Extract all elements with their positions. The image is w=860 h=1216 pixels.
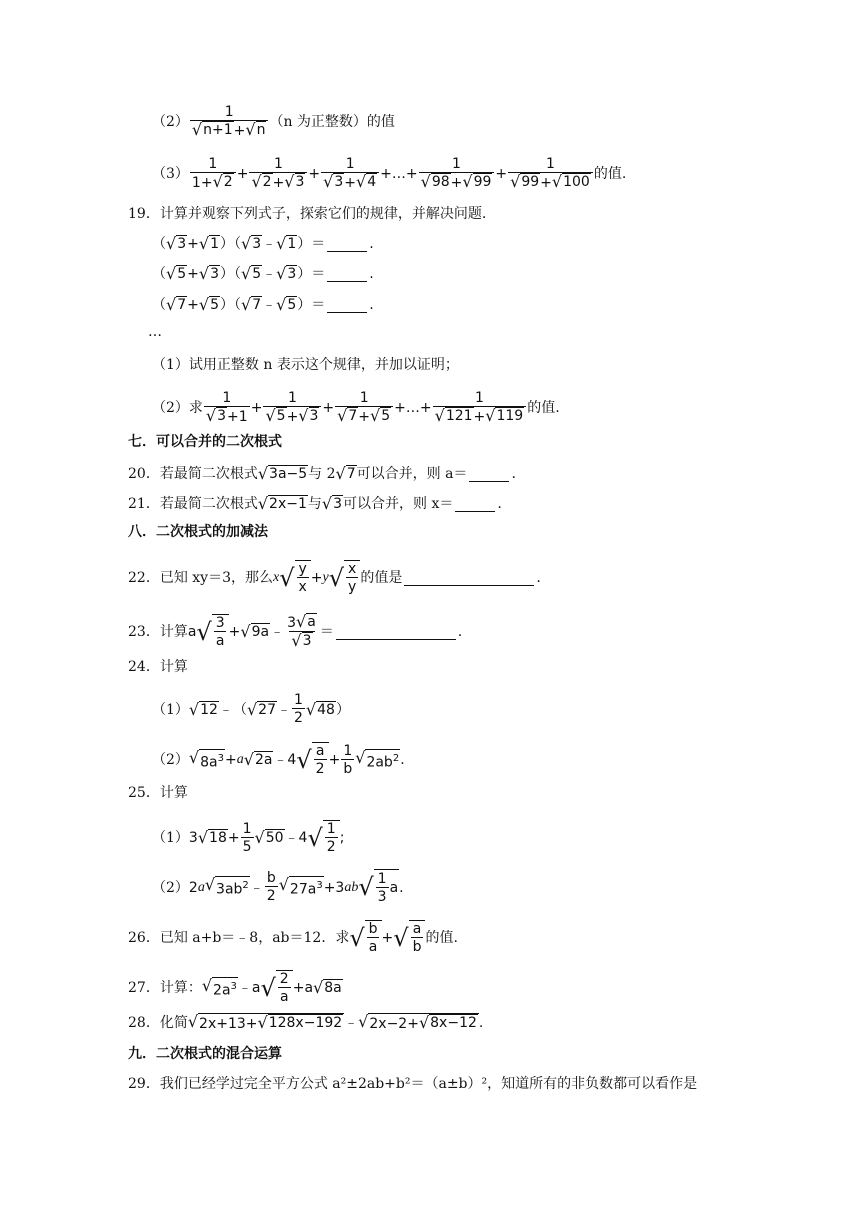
paren: ）（	[219, 266, 241, 282]
radical: √ 3	[321, 494, 342, 513]
answer-blank[interactable]	[404, 571, 534, 586]
q24-part2	[152, 742, 405, 778]
answer-blank[interactable]	[469, 467, 509, 482]
radicand: 3	[287, 266, 297, 282]
question-text: 23．计算	[128, 624, 188, 640]
denominator	[508, 172, 593, 192]
paren: （	[152, 236, 166, 252]
answer-blank[interactable]	[455, 497, 495, 512]
radicand: 1	[210, 236, 219, 252]
q25-part2	[152, 869, 404, 906]
radical-sign: √	[298, 406, 309, 425]
radical-sign: √	[205, 406, 217, 425]
period: .	[369, 236, 374, 252]
radicand: 3	[295, 174, 305, 190]
radical-sign: √	[276, 264, 287, 283]
plus-sign: +	[236, 166, 249, 182]
radicand: 5	[210, 297, 219, 313]
radical	[276, 235, 297, 253]
q19-part2	[152, 390, 560, 426]
radicand: 7	[348, 408, 358, 424]
radical-sign: √	[251, 172, 262, 191]
radical-sign: √	[240, 234, 252, 253]
q18-part2	[152, 104, 395, 140]
radical: √ $\frac{3}{a}$	[196, 614, 228, 650]
math-expression: 3 √ 18 + $\frac{1}{5}$ √ 50 ﹣4 √ $\frac{1}{2}$ ;	[188, 820, 345, 855]
period: .	[457, 624, 463, 640]
paren: （	[152, 297, 166, 313]
question-text: 与 2	[308, 466, 336, 482]
fraction	[433, 390, 527, 426]
numerator: 1	[474, 390, 484, 406]
period: .	[511, 466, 516, 482]
plus-sign: +	[540, 175, 552, 191]
radical	[166, 265, 187, 283]
radicand: 2	[223, 174, 233, 190]
plus-sign: +	[250, 400, 263, 416]
radicand: 2x+13+	[199, 1016, 258, 1032]
radical	[241, 235, 262, 253]
fraction	[190, 104, 269, 140]
radical: √ 9a	[240, 622, 270, 641]
radicand: n+1	[203, 122, 233, 138]
radical	[199, 265, 220, 283]
answer-blank[interactable]	[327, 298, 367, 313]
plus-sign: +	[344, 175, 357, 191]
radical	[337, 407, 358, 425]
radicand: 3	[334, 174, 344, 190]
ellipsis-plus: +…+	[394, 400, 432, 416]
math-expression: +	[228, 624, 241, 640]
radical-sign: √	[551, 172, 563, 191]
radical: √ $\frac{y}{x}$	[279, 560, 311, 596]
radicand: 121	[445, 408, 473, 424]
radical-sign: √	[284, 172, 295, 191]
radical-sign: √	[198, 295, 210, 314]
math-expression: +	[310, 570, 323, 586]
radicand: 5	[381, 408, 391, 424]
radical	[199, 235, 220, 253]
radicand: 5	[177, 266, 187, 282]
radical-sign: √	[265, 406, 276, 425]
radical-sign: √	[198, 264, 210, 283]
radical-sign: √	[240, 295, 252, 314]
period: .	[497, 496, 502, 512]
radicand: 2x−2+	[369, 1016, 419, 1032]
radicand: 8x−12	[430, 1015, 477, 1031]
numerator: 1	[359, 390, 369, 406]
paren: ）	[297, 236, 312, 252]
minus-sign: ﹣	[262, 266, 277, 282]
radical-sign: √	[485, 406, 496, 425]
section-heading: 九．二次根式的混合运算	[128, 1046, 282, 1062]
q25-part1	[152, 820, 344, 856]
radicand: 3	[217, 408, 227, 424]
radicand: 3a−5	[269, 466, 308, 482]
answer-blank[interactable]	[327, 237, 367, 252]
radicand: 7	[346, 466, 356, 482]
equals-sign: ＝	[311, 266, 326, 282]
q23	[128, 613, 462, 651]
paren: ）	[297, 266, 312, 282]
radical: √ 7	[335, 464, 356, 483]
math-expression: 2 a √ $3ab^2$ ﹣ $\frac{b}{2}$ √ $27a^3$ +3 ab √ $\frac{1}{3}$ a .	[188, 870, 404, 905]
q20	[128, 464, 516, 484]
part-label: （3）	[152, 166, 189, 182]
denominator	[263, 406, 321, 426]
radical-sign: √	[276, 295, 287, 314]
numerator: 1	[287, 390, 297, 406]
part-text: （n 为正整数）的值	[269, 114, 395, 130]
math-expression: y	[322, 570, 329, 585]
denominator-term: 1	[191, 175, 201, 191]
radicand: 99	[473, 174, 492, 190]
plus-sign: +	[187, 266, 199, 282]
ellipsis-plus: +…+	[380, 166, 418, 182]
numerator: 1	[345, 156, 355, 172]
series-expression	[189, 156, 594, 192]
question-text: 28．化简	[128, 1015, 188, 1031]
plus-sign: +	[322, 400, 335, 416]
question-text: 27．计算：	[128, 980, 202, 996]
q19-stem: 19．计算并观察下列式子，探索它们的规律，并解决问题.	[128, 206, 487, 222]
radical-sign: √	[420, 172, 431, 191]
q29: 29．我们已经学过完全平方公式 a²±2ab+b²＝（a±b）²，知道所有的非负数都可以看作是	[128, 1076, 698, 1092]
period: .	[478, 1015, 484, 1031]
radical-sign: √	[212, 172, 223, 191]
radical	[276, 296, 297, 314]
section-heading: 七．可以合并的二次根式	[128, 434, 282, 450]
q19-part1: （1）试用正整数 n 表示这个规律，并加以证明；	[152, 357, 459, 373]
question-text: 的值是	[360, 570, 403, 586]
math-expression: √ $\frac{b}{a}$ + √ $\frac{a}{b}$	[349, 920, 425, 956]
denominator	[419, 172, 495, 192]
radical-sign: √	[323, 172, 334, 191]
radicand: 3	[177, 236, 187, 252]
radical	[435, 407, 474, 425]
radicand: 2	[262, 174, 272, 190]
numerator: 1	[222, 390, 232, 406]
question-text: 26．已知 a+b＝﹣8，ab＝12．求	[128, 930, 350, 946]
radical	[166, 235, 187, 253]
radical	[206, 407, 227, 425]
fraction	[204, 390, 250, 426]
radical	[276, 265, 297, 283]
q24-part1	[152, 692, 350, 727]
math-expression: √ 2x+13+ √ 128x−192 ﹣ √ 2x−2+ √ 8x−12 .	[187, 1012, 484, 1032]
math-expression: x	[272, 570, 280, 585]
radicand: 128x−192	[268, 1015, 343, 1031]
minus-sign: ﹣	[262, 236, 277, 252]
q28	[128, 1013, 483, 1033]
math-expression: √ $8a^3$ + a √ 2a ﹣4 √ $\frac{a}{2}$ + $\frac{1}{b}$ √ $2ab^2$ .	[188, 742, 405, 777]
fraction	[321, 156, 379, 192]
radicand: 2x−1	[269, 496, 307, 512]
radical	[421, 173, 451, 191]
q22	[128, 560, 541, 596]
radical-sign: √	[166, 295, 177, 314]
fraction	[190, 156, 236, 192]
plus-sign: +	[187, 236, 199, 252]
radicand: 7	[252, 297, 262, 313]
radical-sign: √	[510, 172, 521, 191]
radical	[462, 173, 492, 191]
minus-sign: ﹣	[262, 297, 277, 313]
numerator: 1	[546, 156, 555, 172]
part-label: （1）	[152, 830, 189, 846]
radical	[166, 296, 187, 314]
math-expression: ﹣	[270, 624, 285, 640]
period: .	[536, 570, 541, 586]
part-label: （2）	[152, 752, 189, 768]
radical-sign: √	[370, 406, 381, 425]
numerator: 1	[452, 156, 461, 172]
part-text: 的值.	[527, 400, 560, 416]
denominator	[204, 406, 250, 426]
radical: √ 3a−5	[257, 464, 308, 483]
numerator: 1	[224, 104, 234, 120]
radical: √ $\frac{x}{y}$	[329, 560, 361, 596]
answer-blank[interactable]	[336, 625, 456, 640]
plus-sign: +	[495, 166, 508, 182]
math-expression: √ $2a^3$ ﹣a √ $\frac{2}{a}$ +a √ 8a	[201, 971, 342, 1005]
q24-stem: 24．计算	[128, 659, 188, 675]
fraction	[335, 390, 393, 426]
part-label: （2）	[152, 879, 189, 896]
paren: （	[152, 266, 166, 282]
plus-sign: +	[308, 166, 321, 182]
radical-sign: √	[166, 234, 177, 253]
plus-sign: +	[272, 175, 285, 191]
radical	[199, 296, 220, 314]
radical	[298, 407, 319, 425]
radical	[251, 173, 272, 191]
period: .	[369, 266, 374, 282]
radical	[241, 296, 262, 314]
radicand: 4	[367, 174, 377, 190]
paren: ）（	[219, 297, 241, 313]
fraction	[263, 390, 321, 426]
paren: ）	[297, 297, 312, 313]
denominator-term: 1	[238, 409, 248, 425]
denominator: √ n+1 + √ n	[190, 120, 269, 140]
radical: √ 2x−1	[257, 494, 307, 513]
q26	[128, 920, 458, 956]
radicand: n	[256, 122, 266, 138]
part-label: （1）	[152, 701, 189, 718]
radical	[323, 173, 344, 191]
radical	[265, 407, 286, 425]
radicand: 100	[563, 174, 590, 190]
radicand: 99	[521, 174, 540, 190]
fraction: 3 √ a √ 3	[287, 612, 316, 650]
radical-sign: √	[240, 264, 252, 283]
question-text: 的值.	[425, 930, 458, 946]
radicand: 5	[287, 297, 297, 313]
radicand: 7	[177, 297, 187, 313]
fraction	[419, 156, 495, 192]
plus-sign: +	[187, 297, 199, 313]
radical-sign: √	[198, 234, 210, 253]
radical-sign: √	[337, 406, 348, 425]
part-label: （2）求	[152, 400, 203, 416]
radical	[370, 407, 391, 425]
radical-sign: √	[276, 234, 287, 253]
plus-sign: +	[286, 409, 299, 425]
radicand: 3	[333, 496, 342, 512]
question-text: 与	[307, 496, 322, 512]
radicand: 98	[431, 174, 450, 190]
ellipsis: …	[148, 324, 162, 340]
denominator	[321, 172, 379, 192]
radicand: 5	[252, 266, 262, 282]
plus-sign: +	[233, 123, 246, 139]
radical	[284, 173, 305, 191]
radical	[241, 265, 262, 283]
radical	[552, 173, 591, 191]
radicand: 5	[276, 408, 286, 424]
numerator: 1	[208, 156, 218, 172]
plus-sign: +	[200, 175, 213, 191]
radical	[356, 173, 377, 191]
question-text: 21．若最简二次根式	[128, 496, 258, 512]
denominator	[335, 406, 393, 426]
plus-sign: +	[450, 175, 463, 191]
radical	[510, 173, 540, 191]
math-expression: √ 12 ﹣（ √ 27 ﹣ $\frac{1}{2}$ √ 48 ）	[188, 692, 350, 726]
question-text: 可以合并，则 a＝	[356, 466, 468, 482]
equals-sign: ＝	[311, 297, 326, 313]
period: .	[369, 297, 374, 313]
section-heading: 八．二次根式的加减法	[128, 524, 268, 540]
radical-sign: √	[434, 406, 445, 425]
plus-sign: +	[358, 409, 371, 425]
radical	[485, 407, 524, 425]
math-expression: a	[187, 624, 197, 640]
question-text: 22．已知 xy＝3，那么	[128, 570, 273, 586]
plus-sign: +	[227, 409, 239, 425]
q19-expression-row	[152, 264, 374, 284]
radical-sign: √	[356, 172, 367, 191]
q19-expression-row	[152, 295, 374, 315]
q18-part3	[152, 156, 626, 192]
paren: ）（	[219, 236, 241, 252]
fraction	[508, 156, 593, 192]
denominator	[190, 172, 236, 192]
q27	[128, 970, 343, 1006]
q25-stem: 25．计算	[128, 785, 188, 801]
plus-sign: +	[473, 409, 486, 425]
radical-sign: √	[462, 172, 473, 191]
radical-sign: √	[166, 264, 177, 283]
radicand: 3	[309, 408, 319, 424]
radicand: 3	[252, 236, 262, 252]
part-label: （2）	[152, 114, 189, 130]
math-expression: ＝	[319, 624, 334, 640]
fraction	[249, 156, 307, 192]
numerator: 1	[273, 156, 283, 172]
series-expression	[203, 390, 527, 426]
radical	[213, 173, 234, 191]
question-text: 20．若最简二次根式	[128, 466, 258, 482]
radicand: 3	[210, 266, 219, 282]
part-text: 的值.	[593, 166, 627, 182]
radicand: 1	[287, 236, 297, 252]
q21	[128, 494, 502, 514]
denominator	[249, 172, 307, 192]
denominator	[433, 406, 527, 426]
q19-expression-row	[152, 234, 374, 254]
equals-sign: ＝	[311, 236, 326, 252]
answer-blank[interactable]	[327, 267, 367, 282]
radicand: 119	[496, 408, 524, 424]
question-text: 可以合并，则 x＝	[343, 496, 454, 512]
